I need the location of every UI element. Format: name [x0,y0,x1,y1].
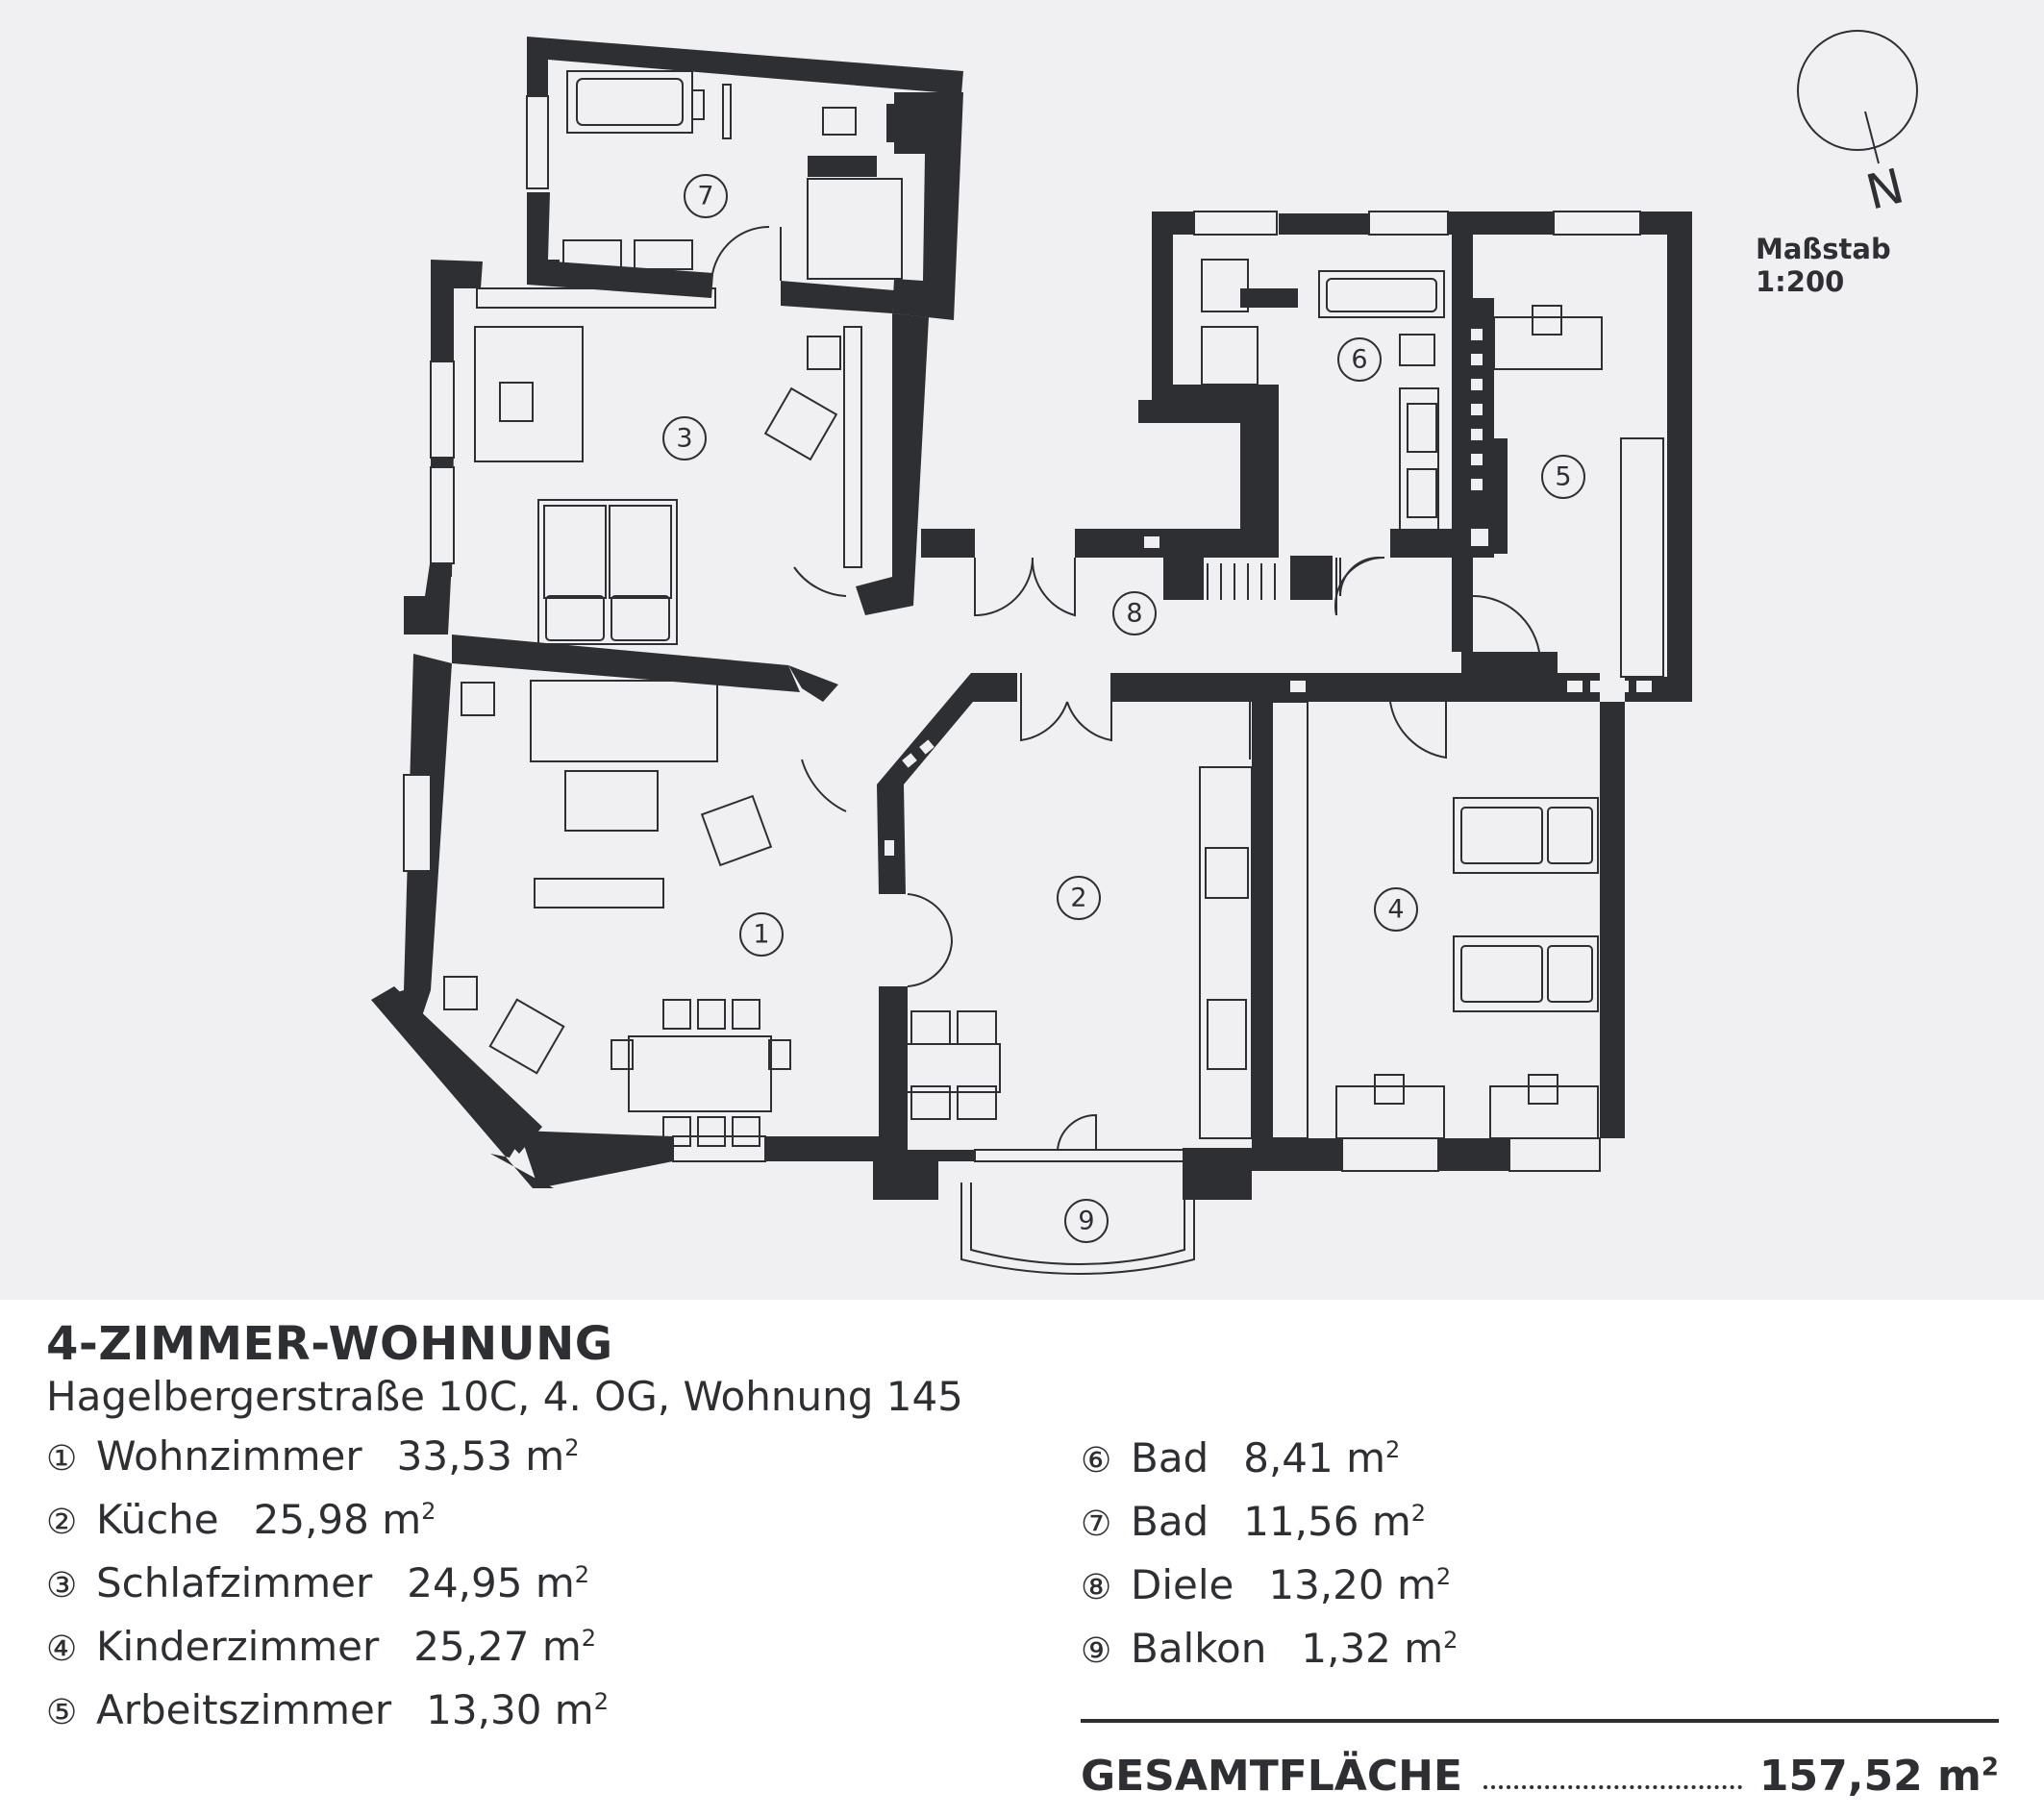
room-label: Bad [1131,1434,1209,1481]
room-row [46,1496,436,1554]
svg-text:7: 7 [697,181,714,212]
walls [371,37,1692,1200]
room-row [46,1432,579,1490]
leader-dots [1483,1785,1742,1789]
room-number: ⑨ [1081,1631,1112,1671]
room-marker-2 [1058,877,1100,919]
room-area: 13,20 $m^2$ [1268,1561,1452,1608]
room-label: Schlafzimmer [96,1559,373,1606]
room-area: 25,98 $m^2$ [253,1496,436,1543]
room-number: ① [46,1439,78,1479]
svg-text:9: 9 [1078,1206,1095,1236]
room-label: Küche [96,1496,219,1543]
total-label: GESAMTFLÄCHE [1081,1752,1463,1801]
room-marker-8 [1113,592,1156,635]
room-marker-4 [1375,888,1417,931]
room-row [1081,1561,1451,1619]
svg-text:6: 6 [1351,344,1368,375]
room-row [46,1559,589,1617]
room-marker-6 [1338,338,1381,381]
listing-title: 4-ZIMMER-WOHNUNG [46,1317,613,1371]
room-marker-3 [663,417,706,460]
room-area: 24,95 $m^2$ [407,1559,590,1606]
room-number: ⑦ [1081,1505,1112,1544]
total-area: 157,52 $m^2$ [1758,1752,1999,1801]
room-number: ④ [46,1630,78,1669]
room-row [46,1686,609,1744]
room-label: Balkon [1131,1625,1267,1672]
north-label: N [1860,158,1909,221]
room-number: ⑥ [1081,1441,1112,1481]
room-number: ⑤ [46,1693,78,1732]
svg-text:3: 3 [676,423,693,454]
room-row [46,1623,596,1680]
room-row [1081,1498,1426,1556]
room-number: ⑧ [1081,1568,1112,1607]
scale-label: Maßstab 1:200 [1756,233,1891,298]
room-number: ③ [46,1566,78,1605]
room-area: 13,30 $m^2$ [426,1686,609,1733]
room-label: Bad [1131,1498,1209,1545]
room-row [1081,1625,1458,1682]
room-label: Wohnzimmer [96,1432,362,1480]
room-marker-7 [685,175,727,217]
compass-icon [1798,31,1917,163]
total-row [1081,1752,1999,1809]
room-number: ② [46,1503,78,1542]
room-area: 1,32 $m^2$ [1301,1625,1458,1672]
room-area: 11,56 $m^2$ [1243,1498,1427,1545]
room-marker-1 [740,913,783,956]
room-label: Diele [1131,1561,1234,1608]
room-marker-5 [1542,456,1584,498]
svg-text:4: 4 [1387,894,1405,925]
room-label: Kinderzimmer [96,1623,380,1670]
listing-address: Hagelbergerstraße 10C, 4. OG, Wohnung 145 [46,1373,963,1420]
svg-text:5: 5 [1555,461,1572,492]
svg-text:2: 2 [1070,883,1087,913]
room-area: 33,53 $m^2$ [396,1432,580,1480]
total-divider [1081,1719,1999,1723]
room-area: 8,41 $m^2$ [1243,1434,1401,1481]
svg-text:8: 8 [1126,598,1143,629]
room-label: Arbeitszimmer [96,1686,392,1733]
svg-text:1: 1 [753,919,770,950]
room-area: 25,27 $m^2$ [413,1623,597,1670]
room-marker-9 [1065,1200,1108,1242]
room-row [1081,1434,1400,1492]
